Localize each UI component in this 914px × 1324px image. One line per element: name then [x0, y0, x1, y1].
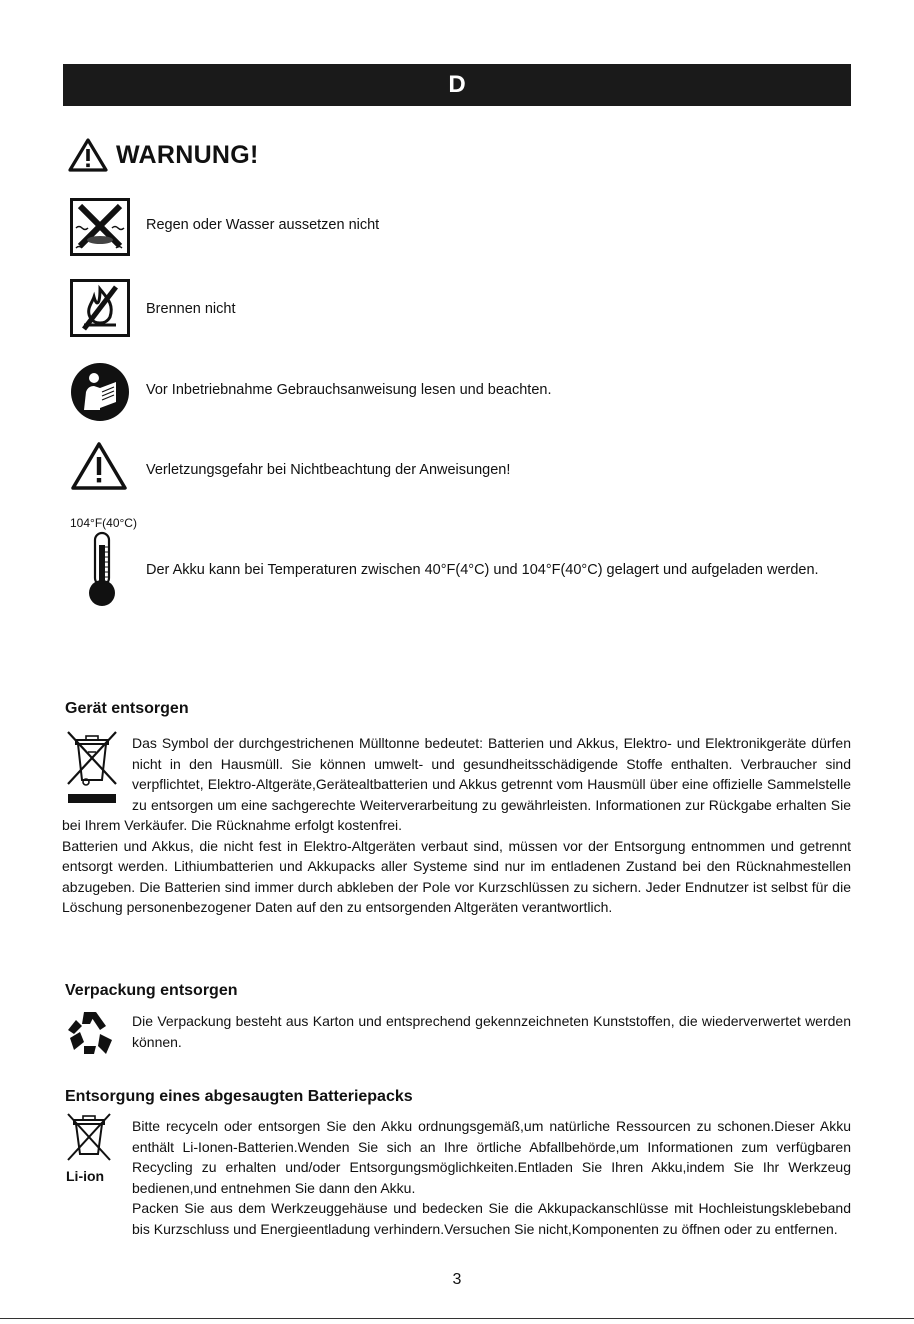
- no-fire-icon: [70, 279, 130, 337]
- section-disposal-text-1: Das Symbol der durchgestrichenen Mülltonne bedeutet: Batterien und Akkus, Elektro- und Elektronikgeräte dürfen nicht in den Hausmüll. Sie können umwelt- und gesundheitsschädigende Stoffe enthalten. Verbraucher sind verpflichtet, Elektro-Altgeräte,Gerätealtbatterien und Akkus getrennt vom Hausmüll über eine offizielle Sammelstelle zu entsorgen um eine sachgerechte Weiterverarbeitung zu gewährleisten. Informationen zur Rückgabe erhalten Sie bei Ihrem Verkäufer. Die Rücknahme erfolgt kostenfrei.: [62, 735, 851, 833]
- language-label: D: [448, 71, 466, 98]
- section-header-bar: [63, 64, 851, 106]
- crossed-bin-battery-icon: [66, 1112, 112, 1162]
- read-manual-icon: [70, 362, 130, 422]
- li-ion-label: Li-ion: [66, 1168, 105, 1184]
- warning-text-read-manual: Vor Inbetriebnahme Gebrauchsanweisung lesen und beachten.: [146, 382, 552, 398]
- section-battery-body: [132, 1116, 851, 1239]
- caution-triangle-icon: [70, 441, 128, 491]
- warning-title: [68, 138, 259, 172]
- warning-triangle-icon: [68, 138, 108, 172]
- warning-title-text: WARNUNG!: [116, 140, 259, 169]
- section-packaging-body: Die Verpackung besteht aus Karton und entsprechend gekennzeichneten Kunststoffen, die wiederverwertet werden können.: [132, 1013, 851, 1050]
- warning-text-no-rain: Regen oder Wasser aussetzen nicht: [146, 217, 380, 233]
- section-disposal-body: [62, 733, 851, 918]
- warning-text-temperature: Der Akku kann bei Temperaturen zwischen 40°F(4°C) und 104°F(40°C) gelagert und aufgeladen werden.: [146, 562, 819, 578]
- temperature-max-label: 104°F(40°C): [70, 516, 137, 530]
- section-title-battery: Entsorgung eines abgesaugten Batteriepacks: [65, 1088, 413, 1105]
- thermometer-icon: [86, 531, 118, 609]
- section-disposal-paragraph-1: [62, 733, 851, 836]
- icon-spacer: [62, 733, 132, 815]
- section-disposal-paragraph-2: Batterien und Akkus, die nicht fest in Elektro-Altgeräten verbaut sind, müssen vor der Entsorgung entnommen und getrennt entsorgt werden. Lithiumbatterien und Akkupacks aller Systeme sind nur im entladenen Zustand bei den Rücknahmestellen abzugeben. Die Batterien sind immer durch abkleben der Pole vor Kurzschlüssen zu sichern. Jeder Endnutzer ist selbst für die Löschung personenbezogener Daten auf den zu entsorgenden Altgeräten verantwortlich.: [62, 837, 851, 915]
- no-rain-icon: [70, 198, 130, 256]
- section-title-packaging: Verpackung entsorgen: [65, 982, 238, 999]
- warning-text-no-fire: Brennen nicht: [146, 301, 236, 317]
- page-number: 3: [452, 1271, 462, 1288]
- section-battery-paragraph-2: Packen Sie aus dem Werkzeuggehäuse und bedecken Sie die Akkupackanschlüsse mit Hochleistungsklebeband bis Kurzschluss und Energieentladung verhindern.Versuchen Sie nicht,Komponenten zu öffnen oder zu entfernen.: [132, 1200, 851, 1237]
- recycle-icon: [66, 1010, 116, 1056]
- bottom-divider: [0, 1318, 914, 1319]
- section-battery-paragraph-1: Bitte recyceln oder entsorgen Sie den Akku ordnungsgemäß,um natürliche Ressourcen zu schonen.Dieser Akku enthält Li-Ionen-Batterien.Wenden Sie sich an Ihre örtliche Abfallbehörde,um Informationen zum verfügbaren Recycling zu erhalten und/oder Entsorgungsmöglichkeiten.Entladen Sie Ihren Akku,indem Sie Ihr Werkzeug bedienen,und entnehmen Sie dann den Akku.: [132, 1118, 851, 1196]
- section-title-disposal: Gerät entsorgen: [65, 700, 189, 717]
- warning-text-caution: Verletzungsgefahr bei Nichtbeachtung der Anweisungen!: [146, 462, 511, 478]
